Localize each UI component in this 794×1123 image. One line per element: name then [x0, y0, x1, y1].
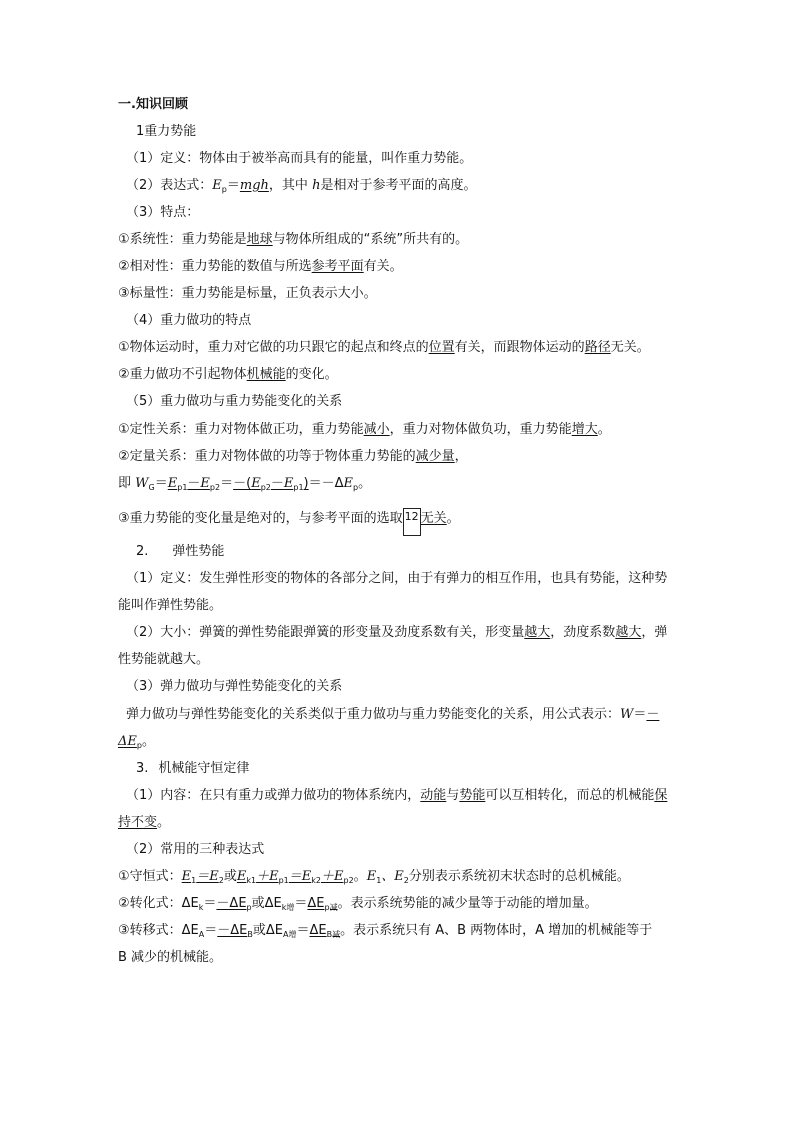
- gravity-relation-qualitative: ①定性关系：重力对物体做正功，重力势能减小，重力对物体做负功，重力势能增大。: [118, 422, 611, 437]
- conservation-form-conserve: ①守恒式：$E_1=E_2$或$E_{k1}+E_{p1}=E_{k2}+E_{p2}$。$E_1$、$E_2$分别表示系统初末状态时的总机械能。: [118, 869, 630, 885]
- section-title: 一.知识回顾: [118, 97, 188, 112]
- gravity-work-heading: （4）重力做功的特点: [126, 313, 252, 328]
- conservation-forms-heading: （2）常用的三种表达式: [126, 842, 265, 857]
- conservation-content-2: 持不变。: [118, 815, 171, 830]
- gravity-relation-quantitative: ②定量关系：重力对物体做的功等于物体重力势能的减少量，: [118, 449, 468, 464]
- gravity-feature-relative: ②相对性：重力势能的数值与所选参考平面有关。: [118, 259, 403, 274]
- gravity-work-formula: 即 $W_G=E_{p1}-E_{p2}=-(E_{p2}-E_{p1})=-\Delta E_p$。: [118, 476, 372, 492]
- gravity-heading: 1重力势能: [136, 124, 197, 139]
- conservation-heading: 3. 机械能守恒定律: [136, 761, 250, 776]
- gravity-feature-scalar: ③标量性：重力势能是标量，正负表示大小。: [118, 286, 377, 301]
- gravity-definition: （1）定义：物体由于被举高而具有的能量，叫作重力势能。: [126, 151, 473, 166]
- gravity-absolute-change: ③重力势能的变化量是绝对的，与参考平面的选取 12 无关。: [118, 510, 460, 536]
- elastic-definition-1: （1）定义：发生弹性形变的物体的各部分之间，由于有弹力的相互作用，也具有势能，这种势: [126, 571, 668, 586]
- gravity-feature-system: ①系统性：重力势能是地球与物体所组成的“系统”所共有的。: [118, 232, 469, 247]
- answer-box: 12: [403, 508, 421, 536]
- conservation-form-transfer: ③转移式：$\Delta E_A=-\Delta E_B$或$\Delta E_{A增}=\Delta E_{B减}$。表示系统只有 A、B 两物体时，A 增加的机械能等于: [118, 923, 653, 939]
- gravity-features-heading: （3）特点：: [126, 205, 200, 220]
- gravity-relation-heading: （5）重力做功与重力势能变化的关系: [126, 394, 343, 409]
- gravity-work-point2: ②重力做功不引起物体机械能的变化。: [118, 367, 338, 382]
- conservation-form-transfer-2: B 减少的机械能。: [118, 950, 223, 965]
- elastic-heading: 2. 弹性势能: [136, 544, 225, 559]
- elastic-size-2: 性势能就越大。: [118, 652, 210, 667]
- elastic-relation-heading: （3）弹力做功与弹性势能变化的关系: [126, 679, 343, 694]
- conservation-form-transform: ②转化式：$\Delta E_k=-\Delta E_p$或$\Delta E_{k增}=\Delta E_{p减}$。表示系统势能的减少量等于动能的增加量。: [118, 896, 598, 912]
- elastic-size-1: （2）大小：弹簧的弹性势能跟弹簧的形变量及劲度系数有关，形变量越大，劲度系数越大，弹: [126, 625, 668, 640]
- conservation-content-1: （1）内容：在只有重力或弹力做功的物体系统内，动能与势能可以互相转化，而总的机械能保: [126, 788, 668, 803]
- elastic-definition-2: 能叫作弹性势能。: [118, 598, 223, 613]
- gravity-work-point1: ①物体运动时，重力对它做的功只跟它的起点和终点的位置有关，而跟物体运动的路径无关。: [118, 340, 650, 355]
- gravity-expression: （2）表达式：$E_p=mgh$，其中 h是相对于参考平面的高度。: [126, 178, 477, 194]
- elastic-relation-1: 弹力做功与弹性势能变化的关系类似于重力做功与重力势能变化的关系，用公式表示：W＝－: [126, 707, 660, 722]
- elastic-relation-2: $\Delta E_p$。: [118, 734, 155, 750]
